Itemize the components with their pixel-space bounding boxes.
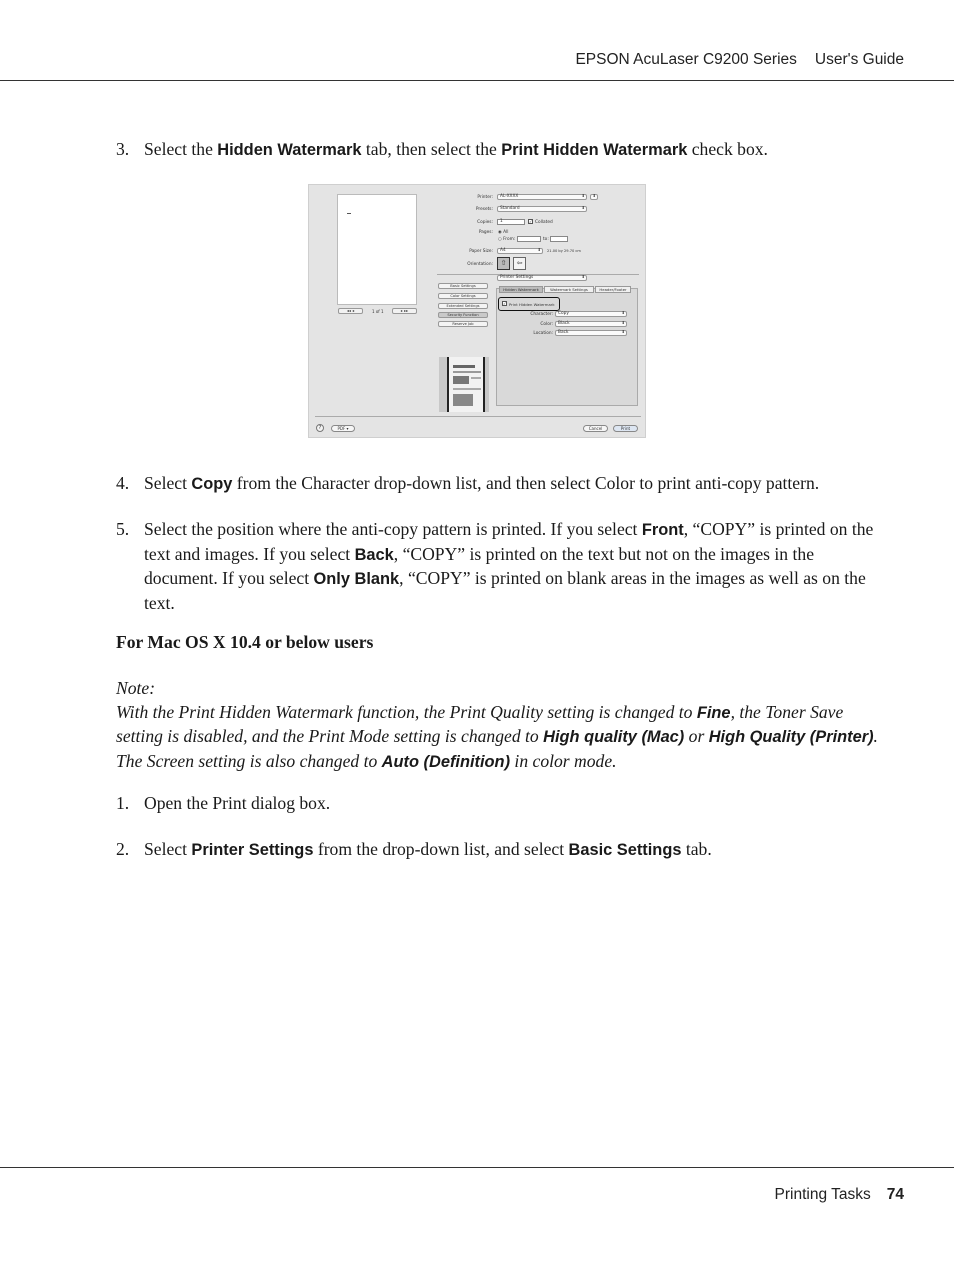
- thumbnail-image: [453, 394, 473, 406]
- bold-term: Auto (Definition): [381, 752, 511, 771]
- tab-watermark-settings[interactable]: Watermark Settings: [544, 286, 594, 293]
- bold-term: Fine: [696, 703, 731, 722]
- character-label: Character:: [530, 312, 553, 317]
- text: , “COPY” is printed on blank areas in the images as well as on the text.: [144, 568, 866, 613]
- note-label: Note:: [116, 678, 156, 698]
- tab-header-footer[interactable]: Header/Footer: [595, 286, 631, 293]
- pages-from-radio[interactable]: ○ From:: [498, 237, 516, 242]
- thumbnail-line: [471, 377, 481, 379]
- page-range-label: 1 of 1: [372, 309, 384, 314]
- pages-from-label: From:: [503, 237, 516, 242]
- printer-popup[interactable]: AL-XXXX ⬍: [497, 194, 587, 200]
- section-heading: For Mac OS X 10.4 or below users: [116, 632, 374, 652]
- pages-to-field[interactable]: [550, 236, 568, 242]
- step-3: [116, 138, 886, 163]
- text: tab.: [681, 839, 712, 859]
- copies-field[interactable]: 1: [497, 219, 525, 225]
- header-title: EPSON AcuLaser C9200 Series: [575, 51, 797, 68]
- pages-from-field[interactable]: [517, 236, 541, 242]
- character-popup[interactable]: Copy ⬍: [555, 311, 627, 317]
- mac-step-1: [116, 792, 886, 816]
- step-number: 1.: [116, 793, 130, 813]
- text: Select: [144, 473, 192, 493]
- thumbnail-line: [453, 371, 481, 373]
- presets-popup[interactable]: Standard ⬍: [497, 206, 587, 212]
- text: in color mode.: [510, 750, 617, 771]
- reserve-job-button[interactable]: Reserve Job: [438, 321, 488, 327]
- copies-label: Copies:: [477, 220, 493, 225]
- printer-label: Printer:: [477, 195, 493, 200]
- preview-next-buttons[interactable]: ▸ ▸▸: [392, 308, 417, 314]
- portrait-icon[interactable]: ⇧: [497, 257, 510, 270]
- bold-term: Hidden Watermark: [217, 141, 362, 159]
- text: , “COPY” is printed on the text but not on the images in the document. If you select: [144, 543, 814, 588]
- preview-prev-buttons[interactable]: ◂◂ ◂: [338, 308, 363, 314]
- location-popup[interactable]: Back ⬍: [555, 330, 627, 336]
- paper-size-popup[interactable]: A4 ⬍: [497, 248, 543, 254]
- bold-term: Back: [354, 545, 394, 564]
- collated-checkbox[interactable]: ✓: [529, 219, 533, 224]
- bottom-divider: [315, 416, 641, 417]
- pages-label: Pages:: [478, 230, 493, 235]
- text: With the Print Hidden Watermark function, the Print Quality setting is changed to: [116, 701, 697, 722]
- text: , “COPY” is printed on the text and images. If you select: [144, 519, 874, 564]
- collated-label: Collated: [535, 220, 553, 225]
- text: Select the: [144, 139, 218, 159]
- text: or: [684, 726, 709, 746]
- step-4: [116, 472, 886, 497]
- footer-rule: [0, 1167, 954, 1168]
- footer-section: Printing Tasks: [774, 1186, 871, 1203]
- page-preview: [337, 194, 417, 305]
- bold-term: High Quality (Printer): [708, 728, 874, 746]
- bold-term: Front: [641, 521, 684, 539]
- color-popup[interactable]: Black ⬍: [555, 321, 627, 327]
- preview-mark: [347, 213, 351, 214]
- bold-term: Basic Settings: [568, 841, 682, 859]
- page-footer: [775, 1186, 904, 1204]
- page-number: 74: [886, 1186, 904, 1203]
- bold-term: Print Hidden Watermark: [501, 141, 688, 159]
- step-number: 2.: [116, 839, 130, 859]
- thumbnail-image: [453, 376, 469, 384]
- pages-all-radio[interactable]: ◉ All: [498, 230, 509, 235]
- print-hidden-watermark-label: Print Hidden Watermark: [509, 302, 555, 307]
- step-number: 4.: [116, 473, 130, 493]
- print-hidden-watermark-checkbox[interactable]: ✓: [503, 301, 507, 306]
- thumbnail-line: [453, 388, 481, 390]
- color-settings-button[interactable]: Color Settings: [438, 293, 488, 299]
- printer-extra-popup[interactable]: [590, 194, 598, 200]
- step-text: Open the Print dialog box.: [144, 793, 331, 813]
- header-guide: User's Guide: [814, 51, 904, 68]
- header-rule: [0, 80, 954, 81]
- pdf-button[interactable]: PDF ▾: [331, 425, 355, 432]
- pages-to-label: to:: [543, 237, 549, 242]
- text: Select the position where the anti-copy pattern is printed. If you select: [144, 519, 642, 539]
- text: . The Screen setting is also changed to: [116, 726, 878, 771]
- basic-settings-button[interactable]: Basic Settings: [438, 283, 488, 289]
- paper-dimensions: 21.00 by 29.70 cm: [547, 249, 581, 253]
- text: from the Character drop-down list, and then select Color to print anti-copy pattern.: [232, 473, 820, 493]
- pages-all-label: All: [503, 230, 509, 235]
- step-number: 5.: [116, 519, 130, 539]
- paper-size-label: Paper Size:: [469, 249, 493, 254]
- tab-hidden-watermark[interactable]: Hidden Watermark: [499, 286, 543, 293]
- landscape-icon[interactable]: ⇦: [513, 257, 526, 270]
- print-dialog-screenshot: [308, 184, 646, 438]
- text: from the drop-down list, and select: [313, 839, 569, 859]
- location-label: Location:: [533, 331, 553, 336]
- help-icon[interactable]: ?: [316, 424, 324, 432]
- bold-term: Only Blank: [313, 570, 400, 588]
- text: Select: [144, 839, 192, 859]
- note-block: [116, 677, 886, 774]
- presets-label: Presets:: [475, 207, 493, 212]
- step-number: 3.: [116, 139, 130, 159]
- cancel-button[interactable]: Cancel: [583, 425, 608, 432]
- orientation-label: Orientation:: [467, 262, 493, 267]
- color-label: Color:: [540, 322, 553, 327]
- mac-step-2: [116, 838, 886, 863]
- print-button[interactable]: Print: [613, 425, 638, 432]
- step-5: [116, 518, 886, 615]
- running-header: [575, 51, 904, 69]
- text: tab, then select the: [361, 139, 502, 159]
- panel-popup[interactable]: Printer Settings ⬍: [497, 275, 587, 281]
- extended-settings-button[interactable]: Extended Settings: [438, 303, 488, 309]
- text: , the Toner Save setting is disabled, and the Print Mode setting is changed to: [116, 701, 844, 746]
- security-function-button[interactable]: Security Function: [438, 312, 488, 318]
- bold-term: Printer Settings: [191, 841, 314, 859]
- bold-term: Copy: [191, 475, 233, 493]
- bold-term: High quality (Mac): [543, 728, 685, 746]
- text: check box.: [687, 139, 768, 159]
- thumbnail-document: [447, 357, 485, 412]
- thumbnail-line: [453, 365, 475, 368]
